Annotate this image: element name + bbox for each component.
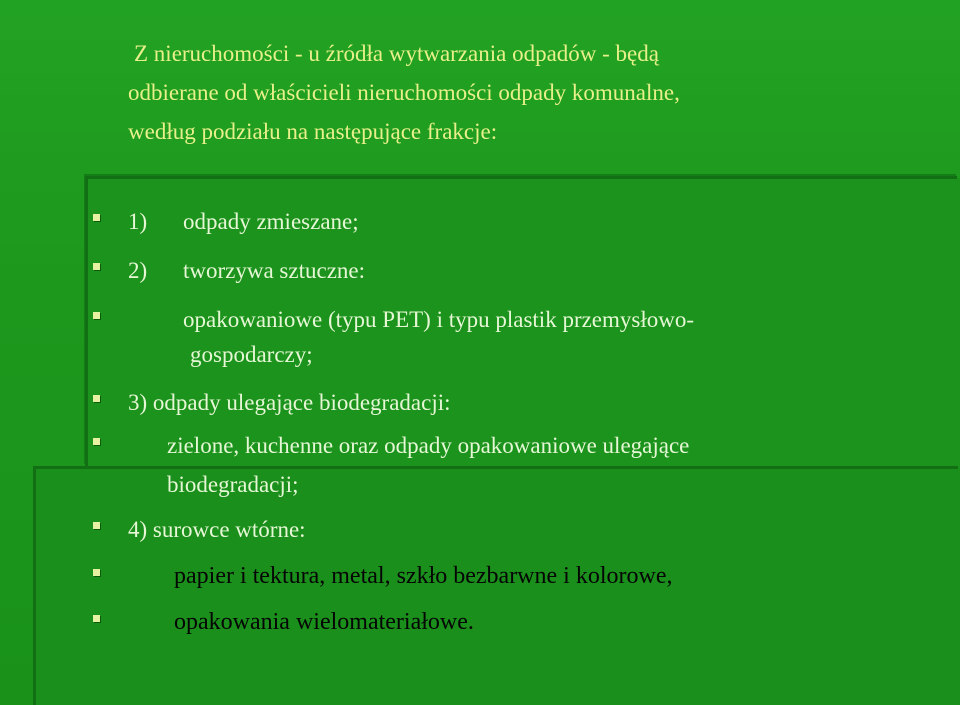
item-2-sub-line-2: gospodarczy; — [190, 342, 313, 367]
item-3-sub-line-2: biodegradacji; — [167, 472, 299, 497]
decorative-panel-top-edge — [85, 176, 957, 179]
square-bullet-icon — [93, 263, 100, 270]
decorative-panel-bottom-edge-vertical — [33, 466, 36, 705]
square-bullet-icon — [93, 395, 100, 402]
square-bullet-icon — [93, 214, 100, 221]
intro-line-2: odbierane od właścicieli nieruchomości odpady komunalne, — [128, 80, 680, 105]
square-bullet-icon — [93, 312, 100, 319]
item-2-text: tworzywa sztuczne: — [183, 258, 366, 283]
item-4-sub-2: opakowania wielomateriałowe. — [174, 609, 474, 635]
square-bullet-icon — [93, 438, 100, 445]
square-bullet-icon — [93, 569, 100, 576]
decorative-panel-top-edge-vertical — [85, 176, 88, 468]
item-1-number: 1) — [128, 209, 148, 234]
intro-line-1: Z nieruchomości - u źródła wytwarzania odpadów - będą — [134, 41, 659, 66]
square-bullet-icon — [93, 522, 100, 529]
decorative-panel-bottom-edge — [33, 466, 958, 469]
item-2-number: 2) — [128, 258, 148, 283]
item-3-sub-line-1: zielone, kuchenne oraz odpady opakowaniowe ulegające — [167, 433, 690, 458]
item-3-label: 3) odpady ulegające biodegradacji: — [128, 390, 451, 415]
square-bullet-icon — [93, 615, 100, 622]
item-2-sub-line-1: opakowaniowe (typu PET) i typu plastik przemysłowo- — [183, 307, 695, 332]
intro-line-3: według podziału na następujące frakcje: — [128, 119, 498, 144]
item-1-text: odpady zmieszane; — [183, 209, 359, 234]
item-4-label: 4) surowce wtórne: — [128, 517, 306, 542]
item-4-sub-1: papier i tektura, metal, szkło bezbarwne i kolorowe, — [174, 563, 673, 589]
intro-paragraph — [128, 34, 918, 151]
